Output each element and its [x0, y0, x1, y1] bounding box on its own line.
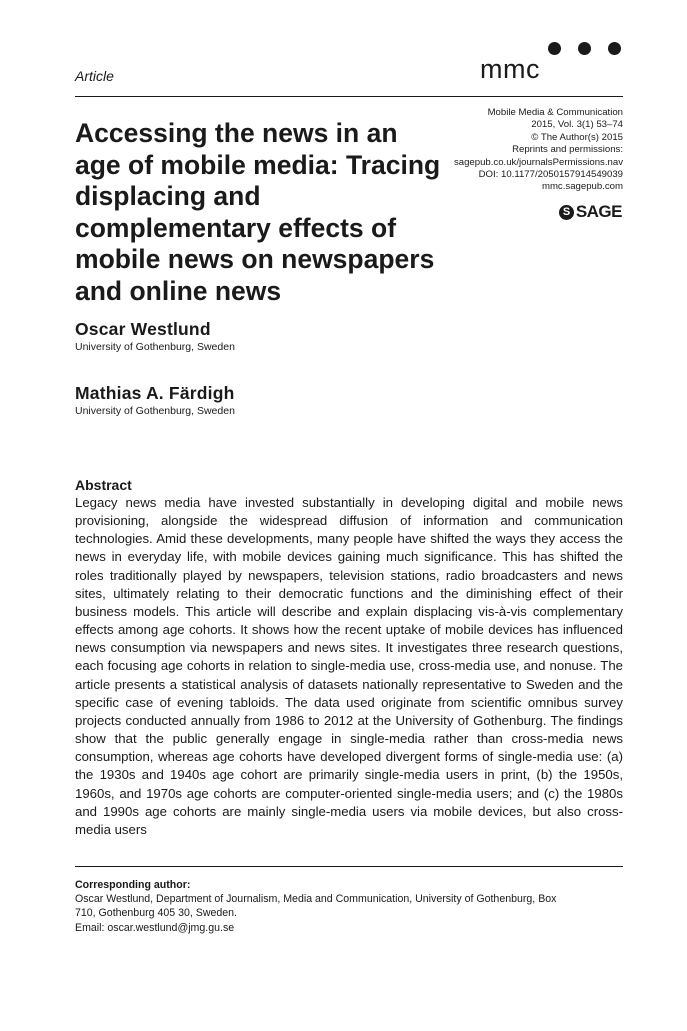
article-title: Accessing the news in an age of mobile media: Tracing displacing and complementary effects of mobile news on newspapers and online news [75, 118, 441, 306]
journal-url[interactable]: mmc.sagepub.com [541, 181, 623, 193]
dot-icon [578, 42, 591, 55]
author-affiliation: University of Gothenburg, Sweden [75, 405, 235, 417]
abstract-body: Legacy news media have invested substantially in developing digital and mobile news provisioning, alongside the widespread diffusion of information and communication technologies. Amid these developments, many people have shifted the ways they access the news in everyday life, with mobile devices gaining much significance. This has shifted the roles traditionally played by newspapers, television stations, radio broadcasters and news sites, ultimately relating to their democratic functions and the diminishing effect of their business models. This article will describe and explain displacing vis-à-vis complementary effects among age cohorts. It shows how the recent uptake of mobile devices has influenced news consumption via newspapers and news sites. It investigates three research questions, each focusing age cohorts in relation to single-media use, cross-media use, and nonuse. The article presents a statistical analysis of datasets nationally representative to Sweden and the specific case of evening tabloids. The data used originate from scientific omnibus survey projects conducted annually from 1986 to 2012 at the University of Gothenburg. The findings show that the public generally engage in single-media rather than cross-media news consumption, whereas age cohorts have developed divergent forms of single-media use: (a) the 1930s and 1940s age cohort are primarily single-media users in print, (b) the 1950s, 1960s, and 1970s age cohorts are computer-oriented single-media users; and (c) the 1980s and 1990s age cohorts are mainly single-media users via mobile devices, but also cross-media users [75, 495, 623, 837]
doi[interactable]: DOI: 10.1177/2050157914549039 [478, 169, 623, 181]
permissions-link[interactable]: sagepub.co.uk/journalsPermissions.nav [453, 156, 623, 168]
author-name: Oscar Westlund [75, 319, 211, 339]
dot-icon [608, 42, 621, 55]
reprints-label: Reprints and permissions: [512, 144, 623, 156]
abstract-heading: Abstract [75, 477, 132, 493]
author-affiliation: University of Gothenburg, Sweden [75, 341, 235, 353]
author-block [75, 318, 235, 354]
footnote-heading: Corresponding author: [75, 879, 191, 891]
footnote-line: Oscar Westlund, Department of Journalism, Media and Communication, University of Gothenburg, Box [75, 893, 557, 906]
sage-logo [559, 202, 622, 222]
footnote-line: 710, Gothenburg 405 30, Sweden. [75, 907, 237, 920]
article-type-label: Article [75, 68, 114, 84]
sage-wordmark: SAGE [575, 202, 622, 221]
copyright: © The Author(s) 2015 [531, 131, 623, 143]
author-name: Mathias A. Färdigh [75, 383, 235, 403]
header-divider [75, 96, 623, 97]
sage-s-icon: S [559, 205, 574, 220]
footnote-divider [75, 866, 623, 867]
volume-info: 2015, Vol. 3(1) 53–74 [531, 119, 623, 131]
journal-name: Mobile Media & Communication [487, 107, 623, 118]
abstract-section [75, 476, 623, 839]
author-email[interactable]: Email: oscar.westlund@jmg.gu.se [75, 921, 235, 934]
dot-icon [548, 42, 561, 55]
corresponding-author-note [75, 878, 623, 935]
journal-logo: mmc [480, 54, 540, 84]
author-block [75, 382, 235, 418]
